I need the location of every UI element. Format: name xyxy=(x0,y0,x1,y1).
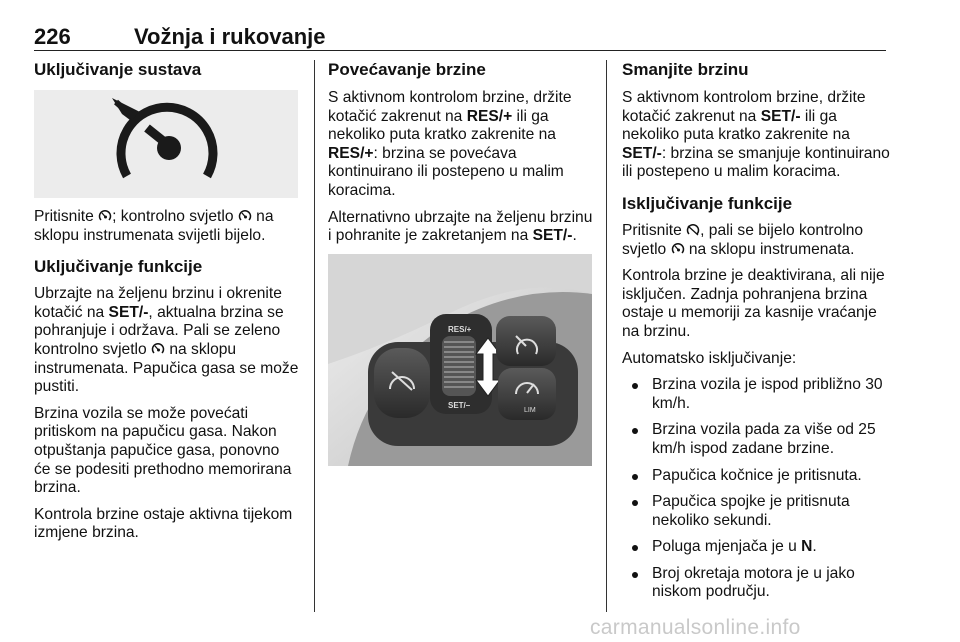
paragraph: Pritisnite ; kontrolno svjetlo na sklopu instrumenata svijetli bijelo. xyxy=(34,208,274,244)
column-1 xyxy=(34,60,300,551)
set-label: SET/– xyxy=(448,400,471,410)
section-heading: Uključivanje sustava xyxy=(34,60,202,79)
list-item: Broj okretaja motora je u jako niskom području. xyxy=(622,565,890,602)
paragraph: S aktivnom kontrolom brzine, držite kotačić zakrenut na RES/+ ili ga nekoliko puta kratko zakrenite na RES/+: brzina se povećava kontinuirano ili postepeno u malim koracima. xyxy=(328,89,572,199)
watermark: carmanualsonline.info xyxy=(590,616,801,639)
cruise-cancel-icon xyxy=(686,223,700,237)
cruise-control-icon xyxy=(151,342,165,356)
page-number: 226 xyxy=(34,24,71,49)
cruise-control-icon xyxy=(34,90,298,198)
paragraph: S aktivnom kontrolom brzine, držite kotačić zakrenut na SET/- ili ga nekoliko puta kratko zakrenite na SET/-: brzina se smanjuje kontinuirano ili postepeno u malim koracima. xyxy=(622,89,890,181)
list-item: Brzina vozila je ispod približno 30 km/h. xyxy=(622,376,890,413)
paragraph: Alternativno ubrzajte na željenu brzinu i pohranite je zakretanjem na SET/-. xyxy=(328,208,593,245)
section-heading: Isključivanje funkcije xyxy=(622,193,793,213)
steering-wheel-illustration xyxy=(328,254,592,466)
section-heading: Povećavanje brzine xyxy=(328,60,486,79)
list-item: Papučica kočnice je pritisnuta. xyxy=(622,467,890,486)
cruise-control-figure xyxy=(34,90,298,198)
cancel-button-graphic xyxy=(374,348,430,418)
column-divider xyxy=(314,60,315,612)
column-2 xyxy=(328,60,594,466)
paragraph: Ubrzajte na željenu brzinu i okrenite kotačić na SET/-, aktualna brzina se pohranjuje i održava. Pali se zeleno kontrolno svjetlo na sklopu instrumenata. Papučica gasa se može pustiti. xyxy=(34,285,299,396)
paragraph: Automatsko isključivanje: xyxy=(622,349,797,367)
bullet-list xyxy=(622,376,890,602)
speed-limiter-button-graphic xyxy=(496,316,556,366)
cruise-control-icon xyxy=(671,242,685,256)
list-item: Poluga mjenjača je u N. xyxy=(622,538,890,557)
paragraph: Pritisnite , pali se bijelo kontrolno svjetlo na sklopu instrumenata. xyxy=(622,221,864,258)
lim-label: LIM xyxy=(524,406,536,414)
res-label: RES/+ xyxy=(448,324,472,334)
paragraph: Kontrola brzine je deaktivirana, ali nije isključen. Zadnja pohranjena brzina ostaje u memoriji za kasnije vraćanje na brzinu. xyxy=(622,267,885,340)
paragraph: Kontrola brzine ostaje aktivna tijekom izmjene brzina. xyxy=(34,505,293,542)
list-item: Brzina vozila pada za više od 25 km/h ispod zadane brzine. xyxy=(622,421,890,458)
list-item: Papučica spojke je pritisnuta nekoliko sekundi. xyxy=(622,493,890,530)
steering-wheel-controls-figure xyxy=(328,254,592,466)
cruise-control-icon xyxy=(238,209,252,223)
paragraph: Brzina vozila se može povećati pritiskom na papučicu gasa. Nakon otpuštanja papučice gasa, ponovno će se podesiti prethodno memorirana brzina. xyxy=(34,404,292,497)
chapter-title: Vožnja i rukovanje xyxy=(134,24,326,49)
page-header xyxy=(34,22,886,51)
section-heading: Smanjite brzinu xyxy=(622,60,749,79)
column-divider xyxy=(606,60,607,612)
section-heading: Uključivanje funkcije xyxy=(34,257,203,277)
column-3 xyxy=(622,60,890,610)
cruise-control-icon xyxy=(98,209,112,223)
